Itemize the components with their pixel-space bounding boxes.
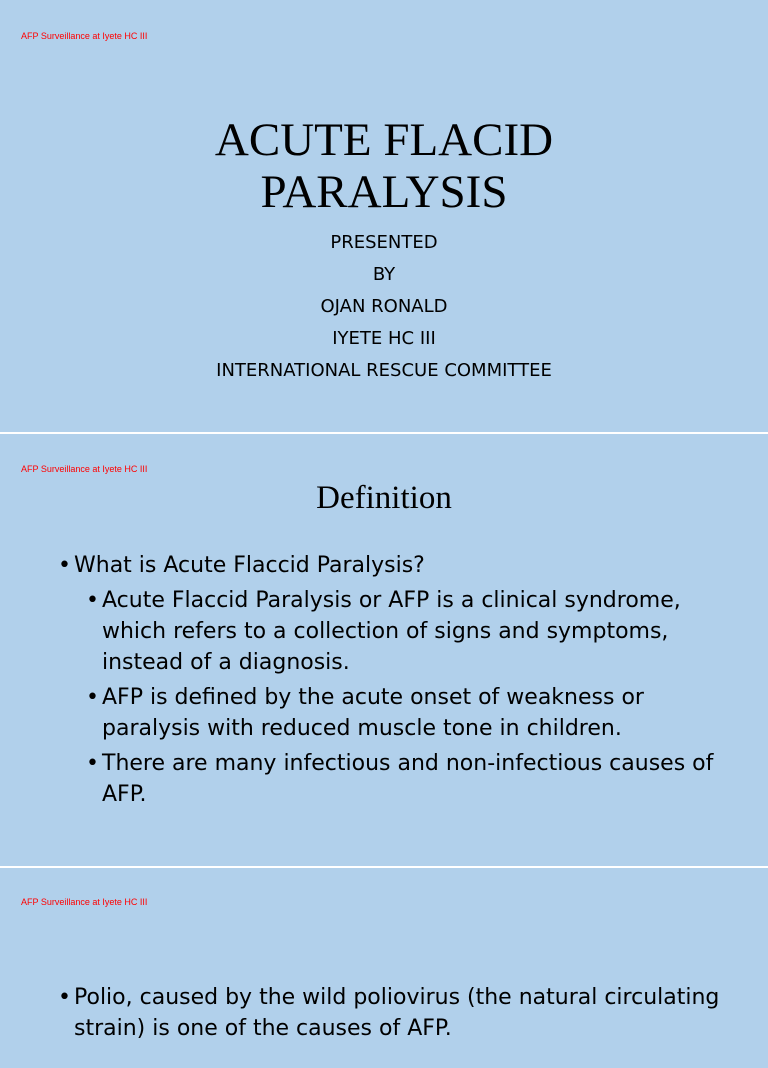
subtitle-line: BY [372, 264, 396, 285]
bullet-list [0, 550, 768, 814]
subtitle-line: PRESENTED [330, 232, 438, 253]
slide-header-note: AFP Surveillance at Iyete HC III [21, 31, 148, 41]
slide-header-note: AFP Surveillance at Iyete HC III [21, 464, 148, 474]
presentation-title [0, 114, 768, 218]
bullet-dot-icon: • [58, 985, 71, 1010]
bullet-text: Polio, caused by the wild poliovirus (the natural circulating strain) is one of the causes of AFP. [74, 985, 720, 1041]
slide-title-definition: Definition [316, 480, 452, 516]
slide-title [0, 0, 768, 432]
title-line-1: ACUTE FLACID [214, 114, 554, 166]
bullet-text: AFP is defined by the acute onset of weakness or paralysis with reduced muscle tone in children. [102, 685, 644, 741]
bullet-dot-icon: • [86, 751, 99, 776]
subtitle-line: INTERNATIONAL RESCUE COMMITTEE [216, 360, 552, 381]
slide-definition [0, 434, 768, 866]
bullet-text: There are many infectious and non-infectious causes of AFP. [102, 751, 714, 807]
slide-polio [0, 868, 768, 1068]
bullet-item [0, 982, 768, 1044]
bullet-list [0, 982, 768, 1048]
subtitle-line: IYETE HC III [332, 328, 436, 349]
sub-bullet-item [0, 748, 768, 810]
bullet-text: Acute Flaccid Paralysis or AFP is a clinical syndrome, which refers to a collection of signs and symptoms, instead of a diagnosis. [102, 588, 681, 675]
title-line-2: PARALYSIS [260, 166, 508, 218]
bullet-dot-icon: • [58, 553, 71, 578]
bullet-item [0, 550, 768, 581]
slide-header-note: AFP Surveillance at Iyete HC III [21, 897, 148, 907]
bullet-dot-icon: • [86, 685, 99, 710]
sub-bullet-item [0, 585, 768, 678]
bullet-dot-icon: • [86, 588, 99, 613]
sub-bullet-item [0, 682, 768, 744]
subtitle-line: OJAN RONALD [320, 296, 448, 317]
bullet-text: What is Acute Flaccid Paralysis? [74, 553, 425, 578]
presenter-info [0, 227, 768, 387]
